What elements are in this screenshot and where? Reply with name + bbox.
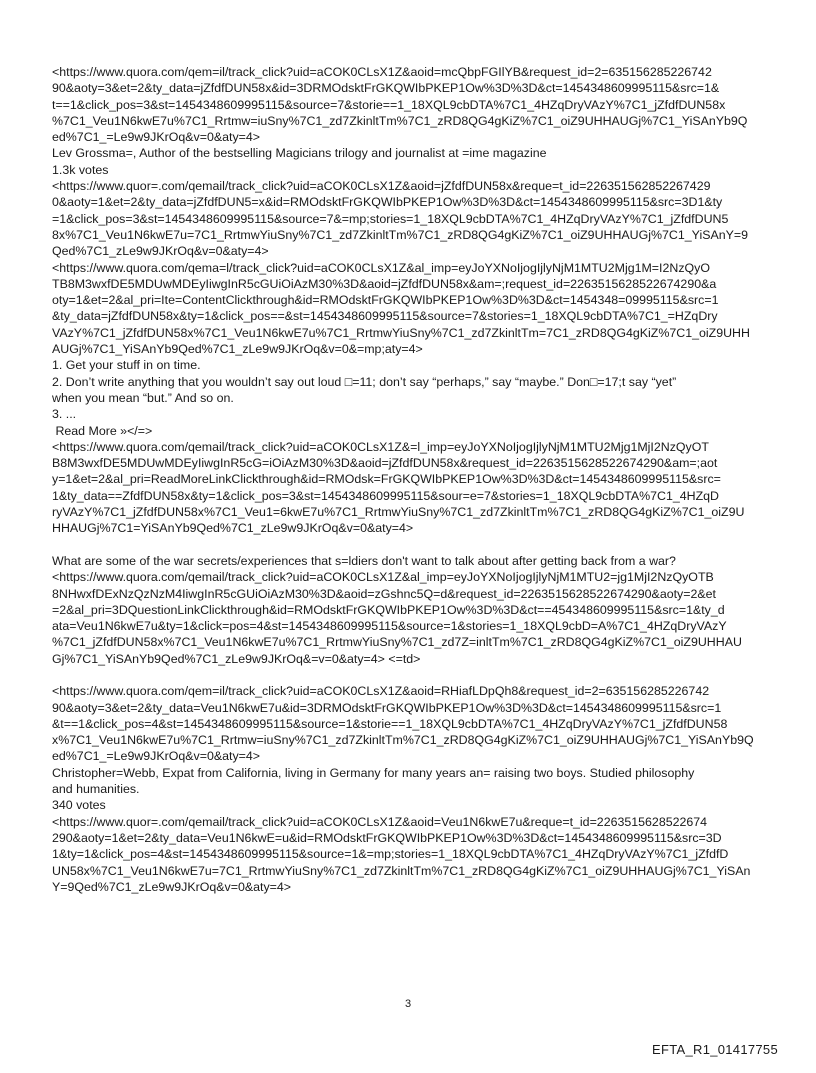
document-line: and humanities. (52, 782, 140, 797)
document-line: TB8M3wxfDE5MDUwMDEyIiwgInR5cGUiOiAzM30%3D&aoid=jZfdfDUN58x&am=;request_id=2263515628522674290&a (52, 276, 717, 291)
document-line: <https://www.quora.com/qemail/track_click?uid=aCOK0CLsX1Z&=l_imp=eyJoYXNoIjogIjlyNjM1MTU2Mjg1MjI2NzQyOT (52, 439, 709, 454)
document-line: 90&aoty=3&et=2&ty_data=jZfdfDUN58x&id=3DRMOdsktFrGKQWIbPKEP1Ow%3D%3D&ct=1454348609995115&src=1& (52, 81, 720, 96)
document-line: Read More »</=> (52, 423, 153, 438)
document-line: B8M3wxfDE5MDUwMDEyIiwgInR5cG=iOiAzM30%3D&aoid=jZfdfDUN58x&request_id=2263515628522674290&am=;aot (52, 456, 718, 471)
document-line: Lev Grossma=, Author of the bestselling Magicians trilogy and journalist at =ime magazine (52, 146, 547, 161)
document-line: <https://www.quora.com/qem=il/track_click?uid=aCOK0CLsX1Z&aoid=mcQbpFGIlYB&request_id=2=635156285226742 (52, 65, 712, 79)
document-line: ed%7C1_=Le9w9JKrOq&v=0&aty=4> (52, 130, 261, 145)
document-body (52, 64, 770, 895)
document-line: Gj%7C1_YiSAnYb9Qed%7C1_zLe9w9JKrOq&=v=0&aty=4> <=td> (52, 651, 421, 666)
document-line: ryVAzY%7C1_jZfdfDUN58x%7C1_Veu1=6kwE7u%7C1_RrtmwYiuSny%7C1_zd7ZkinltTm%7C1_zRD8QG4gKiZ%7C1_oiZ9U (52, 505, 745, 520)
document-line: =1&click_pos=3&st=1454348609995115&source=7&=mp;stories=1_18XQL9cbDTA%7C1_4HZqDryVAzY%7C1_jZfdfDUN5 (52, 211, 729, 226)
document-line: VAzY%7C1_jZfdfDUN58x%7C1_Veu1N6kwE7u%7C1_RrtmwYiuSny%7C1_zd7ZkinltTm=7C1_zRD8QG4gKiZ%7C1_oiZ9UHH (52, 325, 750, 340)
blank-line (52, 537, 770, 553)
document-line: ata=Veu1N6kwE7u&ty=1&click=pos=4&st=1454348609995115&source=1&stories=1_18XQL9cbD=A%7C1_4HZqDryVAzY (52, 619, 727, 634)
document-line: Y=9Qed%7C1_zLe9w9JKrOq&v=0&aty=4> (52, 879, 292, 894)
document-line: 1&ty_data==ZfdfDUN58x&ty=1&click_pos=3&st=1454348609995115&sour=e=7&stories=1_18XQL9cbDTA%7C1_4HZqD (52, 488, 719, 503)
document-line: x%7C1_Veu1N6kwE7u%7C1_Rrtmw=iuSny%7C1_zd7ZkinltTm%7C1_zRD8QG4gKiZ%7C1_oiZ9UHHAUGj%7C1_YiSAnYb9Q (52, 733, 754, 748)
document-line: UN58x%7C1_Veu1N6kwE7u=7C1_RrtmwYiuSny%7C1_zd7ZkinltTm%7C1_zRD8QG4gKiZ%7C1_oiZ9UHHAUGj%7C1_YiSAn (52, 863, 751, 878)
document-line: oty=1&et=2&al_pri=Ite=ContentClickthrough&id=RMOdsktFrGKQWIbPKEP1Ow%3D%3D&ct=1454348=09995115&src=1 (52, 293, 719, 308)
document-line: <https://www.quor=.com/qemail/track_click?uid=aCOK0CLsX1Z&aoid=Veu1N6kwE7u&reque=t_id=2263515628522674 (52, 814, 708, 829)
document-line: =2&al_pri=3DQuestionLinkClickthrough&id=RMOdsktFrGKQWIbPKEP1Ow%3D%3D&ct==454348609995115&src=1&ty_d (52, 602, 725, 617)
document-line: 2. Don’t write anything that you wouldn’t say out loud □=11; don’t say “perhaps,” say “maybe.” Don□=17;t say “yet” (52, 374, 677, 389)
document-line: 1. Get your stuff in on time. (52, 358, 201, 373)
document-line: 340 votes (52, 798, 106, 813)
document-line: 8x%7C1_Veu1N6kwE7u=7C1_RrtmwYiuSny%7C1_zd7ZkinltTm%7C1_zRD8QG4gKiZ%7C1_oiZ9UHHAUGj%7C1_YiSAnY=9 (52, 227, 749, 242)
document-line: 8NHwxfDExNzQzNzM4IiwgInR5cGUiOiAzM30%3D&aoid=zGshnc5Q=d&request_id=2263515628522674290&aoty=2&et (52, 586, 716, 601)
document-line: %7C1_Veu1N6kwE7u%7C1_Rrtmw=iuSny%7C1_zd7ZkinltTm%7C1_zRD8QG4gKiZ%7C1_oiZ9UHHAUGj%7C1_YiSAnYb9Q (52, 113, 748, 128)
document-line: HHAUGj%7C1=YiSAnYb9Qed%7C1_zLe9w9JKrOq&v=0&aty=4> (52, 521, 414, 536)
document-line: Qed%7C1_zLe9w9JKrOq&v=0&aty=4> (52, 244, 269, 259)
document-line: 1.3k votes (52, 162, 109, 177)
document-line: 3. ... (52, 407, 77, 422)
document-line: 290&aoty=1&et=2&ty_data=Veu1N6kwE=u&id=RMOdsktFrGKQWIbPKEP1Ow%3D%3D&ct=1454348609995115&src=3D (52, 830, 722, 845)
document-line: <https://www.quora.com/qema=l/track_click?uid=aCOK0CLsX1Z&al_imp=eyJoYXNoIjogIjlyNjM1MTU2Mjg1M=I2NzQyO (52, 260, 710, 275)
bates-number: EFTA_R1_01417755 (652, 1042, 778, 1057)
document-line: Christopher=Webb, Expat from California, living in Germany for many years an= raising two boys. Studied philosophy (52, 765, 695, 780)
document-line: y=1&et=2&al_pri=ReadMoreLinkClickthrough&id=RMOdsk=FrGKQWIbPKEP1Ow%3D%3D&ct=1454348609995115&src= (52, 472, 721, 487)
document-line: AUGj%7C1_YiSAnYb9Qed%7C1_zLe9w9JKrOq&v=0&=mp;aty=4> (52, 342, 423, 357)
document-line: 90&aoty=3&et=2&ty_data=Veu1N6kwE7u&id=3DRMOdsktFrGKQWIbPKEP1Ow%3D%3D&ct=1454348609995115&src=1 (52, 700, 722, 715)
document-line: <https://www.quora.com/qemail/track_click?uid=aCOK0CLsX1Z&al_imp=eyJoYXNoIjogIjlyNjM1MTU2=jg1MjI2NzQyOTB (52, 570, 714, 585)
document-line: t==1&click_pos=3&st=1454348609995115&source=7&storie==1_18XQL9cbDTA%7C1_4HZqDryVAzY%7C1_jZfdfDUN58x (52, 97, 726, 112)
page-number: 3 (404, 998, 412, 1010)
document-line: %7C1_jZfdfDUN58x%7C1_Veu1N6kwE7u%7C1_RrtmwYiuSny%7C1_zd7Z=inltTm%7C1_zRD8QG4gKiZ%7C1_oiZ9UHHAU (52, 635, 742, 650)
document-line: when you mean “but.” And so on. (52, 390, 234, 405)
blank-line (52, 667, 770, 683)
document-line: 1&ty=1&click_pos=4&st=1454348609995115&source=1&=mp;stories=1_18XQL9cbDTA%7C1_4HZqDryVAzY%7C1_jZfdfD (52, 847, 729, 862)
document-line: <https://www.quora.com/qem=il/track_click?uid=aCOK0CLsX1Z&aoid=RHiafLDpQh8&request_id=2=635156285226742 (52, 684, 710, 699)
document-line: <https://www.quor=.com/qemail/track_click?uid=aCOK0CLsX1Z&aoid=jZfdfDUN58x&reque=t_id=226351562852267429 (52, 179, 711, 194)
document-line: &t==1&click_pos=4&st=1454348609995115&source=1&storie==1_18XQL9cbDTA%7C1_4HZqDryVAzY%7C1_jZfdfDUN58 (52, 716, 728, 731)
document-line: 0&aoty=1&et=2&ty_data=jZfdfDUN5=x&id=RMOdsktFrGKQWIbPKEP1Ow%3D%3D&ct=1454348609995115&src=3D1&ty (52, 195, 723, 210)
document-line: &ty_data=jZfdfDUN58x&ty=1&click_pos==&st=1454348609995115&source=7&stories=1_18XQL9cbDTA%7C1_=HZqDry (52, 309, 718, 324)
document-line: ed%7C1_=Le9w9JKrOq&v=0&aty=4> (52, 749, 261, 764)
document-line: What are some of the war secrets/experiences that s=ldiers don't want to talk about after getting back from a war? (52, 553, 676, 568)
